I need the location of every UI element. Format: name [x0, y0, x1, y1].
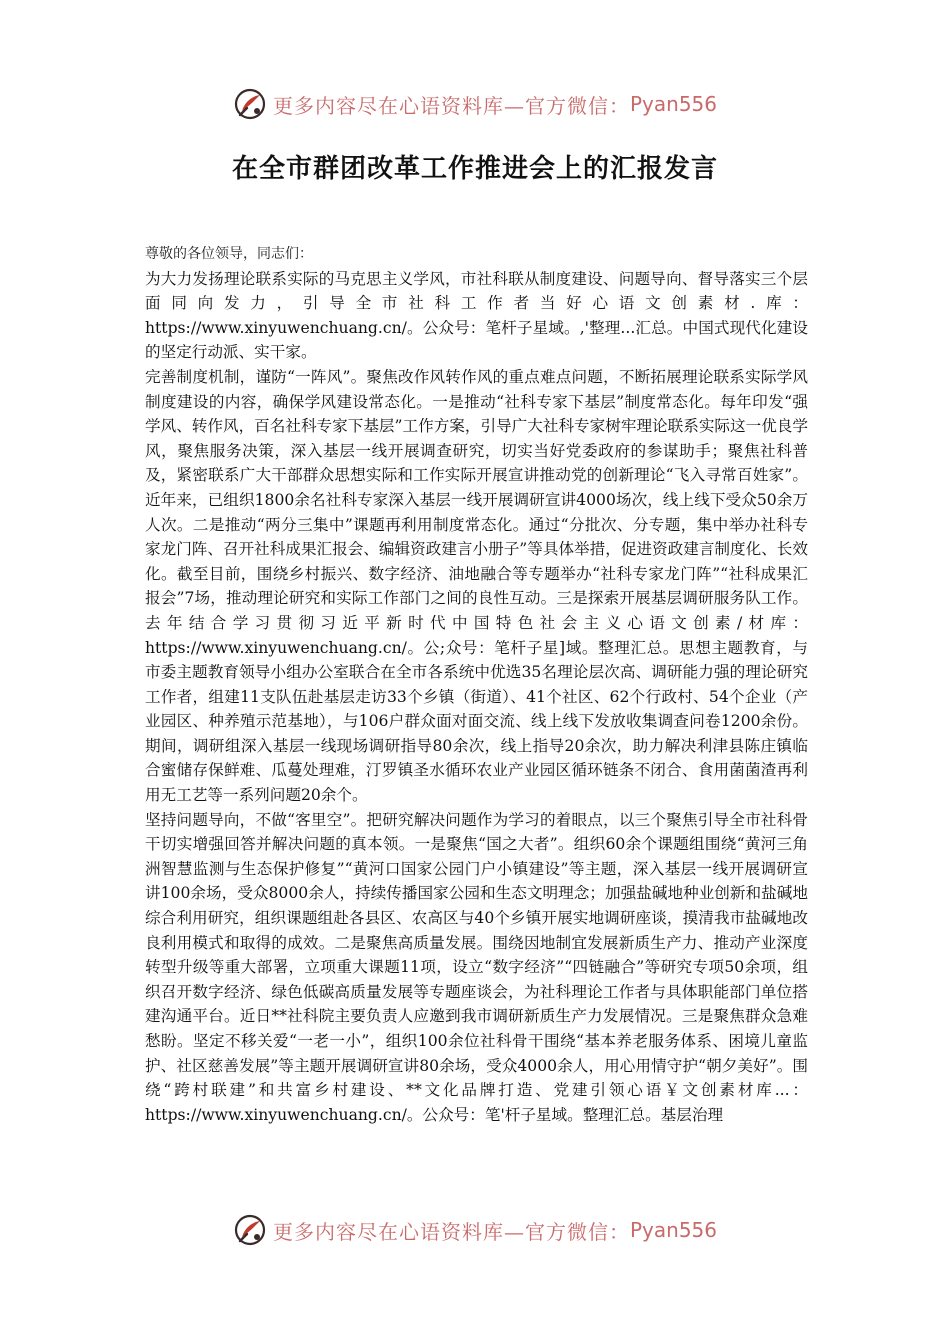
paragraph: 为大力发扬理论联系实际的马克思主义学风，市社科联从制度建设、问题导向、督导落实三个层面同向发力，引导全市社科工作者当好心语文创素材.库：https://www.xinyuwenchuang.cn/。公众号：笔杆子星域。,'整理...汇总。中国式现代化建设的坚定行动派、实干家。	[145, 269, 808, 362]
logo-icon	[233, 1213, 267, 1247]
footer-banner	[0, 1210, 950, 1250]
banner-text: 更多内容尽在心语资料库—官方微信：	[272, 93, 630, 118]
banner-text: 更多内容尽在心语资料库—官方微信：	[272, 1219, 630, 1244]
salutation: 尊敬的各位领导，同志们：	[145, 246, 313, 262]
wechat-id: Pyan556	[629, 1218, 717, 1242]
header-banner	[0, 84, 950, 124]
logo-icon	[233, 87, 267, 121]
page-title: 在全市群团改革工作推进会上的汇报发言	[231, 154, 718, 184]
wechat-id: Pyan556	[629, 92, 717, 116]
paragraph: 完善制度机制，谨防“一阵风”。聚焦改作风转作风的重点难点问题，不断拓展理论联系实际学风制度建设的内容，确保学风建设常态化。一是推动“社科专家下基层”制度常态化。每年印发“强学风、转作风，百名社科专家下基层”工作方案，引导广大社科专家树牢理论联系实际这一优良学风，聚焦服务决策，深入基层一线开展调查研究，切实当好党委政府的参谋助手；聚焦社科普及，紧密联系广大干部群众思想实际和工作实际开展宣讲推动党的创新理论“飞入寻常百姓家”。近年来，已组织1800余名社科专家深入基层一线开展调研宣讲4000场次，线上线下受众50余万人次。二是推动“两分三集中”课题再利用制度常态化。通过“分批次、分专题，集中举办社科专家龙门阵、召开社科成果汇报会、编辑资政建言小册子”等具体举措，促进资政建言制度化、长效化。截至目前，围绕乡村振兴、数字经济、油地融合等专题举办“社科专家龙门阵”“社科成果汇报会”7场，推动理论研究和实际工作部门之间的良性互动。三是探索开展基层调研服务队工作。去年结合学习贯彻习近平新时代中国特色社会主义心语文创素/材库：https://www.xinyuwenchuang.cn/。公;众号：笔杆子星]域。整理汇总。思想主题教育，与市委主题教育领导小组办公室联合在全市各系统中优选35名理论层次高、调研能力强的理论研究工作者，组建11支队伍赴基层走访33个乡镇（街道）、41个社区、62个行政村、54个企业（产业园区、种养殖示范基地），与106户群众面对面交流、线上线下发放收集调查问卷1200余份。期间，调研组深入基层一线现场调研指导80余次，线上指导20余次，助力解决利津县陈庄镇临合蜜储存保鲜难、瓜蔓处理难，汀罗镇圣水循环农业产业园区循环链条不闭合、食用菌菌渣再利用无工艺等一系列问题20余个。	[145, 367, 808, 805]
paragraph: 坚持问题导向，不做“客里空”。把研究解决问题作为学习的着眼点，以三个聚焦引导全市社科骨干切实增强回答并解决问题的真本领。一是聚焦“国之大者”。组织60余个课题组围绕“黄河三角洲智慧监测与生态保护修复”“黄河口国家公园门户小镇建设”等主题，深入基层一线开展调研宣讲100余场，受众8000余人，持续传播国家公园和生态文明理念；加强盐碱地种业创新和盐碱地综合利用研究，组织课题组赴各县区、农高区与40个乡镇开展实地调研座谈，摸清我市盐碱地改良利用模式和取得的成效。二是聚焦高质量发展。围绕因地制宜发展新质生产力、推动产业深度转型升级等重大部署，立项重大课题11项，设立“数字经济”“四链融合”等研究专项50余项，组织召开数字经济、绿色低碳高质量发展等专题座谈会，为社科理论工作者与具体职能部门单位搭建沟通平台。近日**社科院主要负责人应邀到我市调研新质生产力发展情况。三是聚焦群众急难愁盼。坚定不移关爱“一老一小”，组织100余位社科骨干围绕“基本养老服务体系、困境儿童监护、社区慈善发展”等主题开展调研宣讲80余场，受众4000余人，用心用情守护“朝夕美好”。围绕“跨村联建”和共富乡村建设、**文化品牌打造、党建引领心语￥文创素材库...：https://www.xinyuwenchuang.cn/。公众号：笔'杆子星域。整理汇总。基层治理	[145, 810, 808, 1124]
document-body	[145, 242, 808, 1127]
